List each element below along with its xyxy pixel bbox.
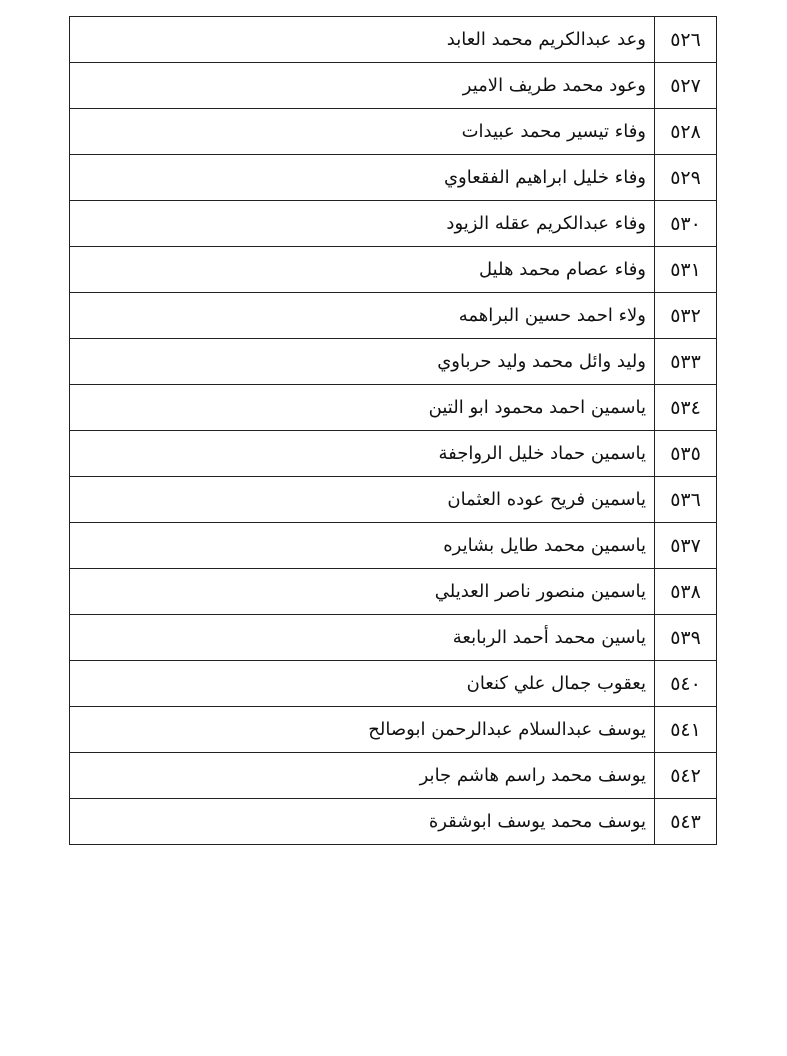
table-row <box>70 201 717 247</box>
row-number: ٥٢٧ <box>655 63 717 109</box>
row-name: وفاء خليل ابراهيم الفقعاوي <box>70 155 655 201</box>
row-name: ولاء احمد حسين البراهمه <box>70 293 655 339</box>
table-row <box>70 17 717 63</box>
row-number: ٥٣٧ <box>655 523 717 569</box>
table-row <box>70 661 717 707</box>
row-name: ياسمين حماد خليل الرواجفة <box>70 431 655 477</box>
table-row <box>70 109 717 155</box>
names-table-body <box>70 17 717 845</box>
row-name: وعد عبدالكريم محمد العابد <box>70 17 655 63</box>
table-row <box>70 477 717 523</box>
table-row <box>70 155 717 201</box>
row-number: ٥٣٥ <box>655 431 717 477</box>
row-number: ٥٣٠ <box>655 201 717 247</box>
row-name: ياسمين محمد طايل بشايره <box>70 523 655 569</box>
row-number: ٥٣٨ <box>655 569 717 615</box>
row-number: ٥٢٦ <box>655 17 717 63</box>
row-name: وفاء تيسير محمد عبيدات <box>70 109 655 155</box>
table-row <box>70 753 717 799</box>
row-number: ٥٣٣ <box>655 339 717 385</box>
row-name: ياسمين منصور ناصر العديلي <box>70 569 655 615</box>
row-name: وفاء عصام محمد هليل <box>70 247 655 293</box>
row-name: يوسف محمد يوسف ابوشقرة <box>70 799 655 845</box>
row-number: ٥٣٤ <box>655 385 717 431</box>
row-name: ياسمين فريح عوده العثمان <box>70 477 655 523</box>
row-number: ٥٢٩ <box>655 155 717 201</box>
row-name: ياسمين احمد محمود ابو التين <box>70 385 655 431</box>
table-row <box>70 569 717 615</box>
row-name: يوسف محمد راسم هاشم جابر <box>70 753 655 799</box>
row-name: يوسف عبدالسلام عبدالرحمن ابوصالح <box>70 707 655 753</box>
row-number: ٥٤٢ <box>655 753 717 799</box>
row-name: يعقوب جمال علي كنعان <box>70 661 655 707</box>
table-row <box>70 523 717 569</box>
row-name: وليد وائل محمد وليد حرباوي <box>70 339 655 385</box>
row-name: ياسين محمد أحمد الربابعة <box>70 615 655 661</box>
table-row <box>70 339 717 385</box>
table-row <box>70 385 717 431</box>
row-number: ٥٣٢ <box>655 293 717 339</box>
table-row <box>70 63 717 109</box>
table-row <box>70 799 717 845</box>
row-number: ٥٢٨ <box>655 109 717 155</box>
table-row <box>70 707 717 753</box>
row-number: ٥٣٩ <box>655 615 717 661</box>
table-row <box>70 615 717 661</box>
row-number: ٥٤٣ <box>655 799 717 845</box>
table-row <box>70 293 717 339</box>
row-number: ٥٤٠ <box>655 661 717 707</box>
row-name: وفاء عبدالكريم عقله الزيود <box>70 201 655 247</box>
table-row <box>70 431 717 477</box>
row-number: ٥٣٦ <box>655 477 717 523</box>
row-number: ٥٤١ <box>655 707 717 753</box>
table-row <box>70 247 717 293</box>
row-number: ٥٣١ <box>655 247 717 293</box>
row-name: وعود محمد طريف الامير <box>70 63 655 109</box>
names-table <box>69 16 717 845</box>
